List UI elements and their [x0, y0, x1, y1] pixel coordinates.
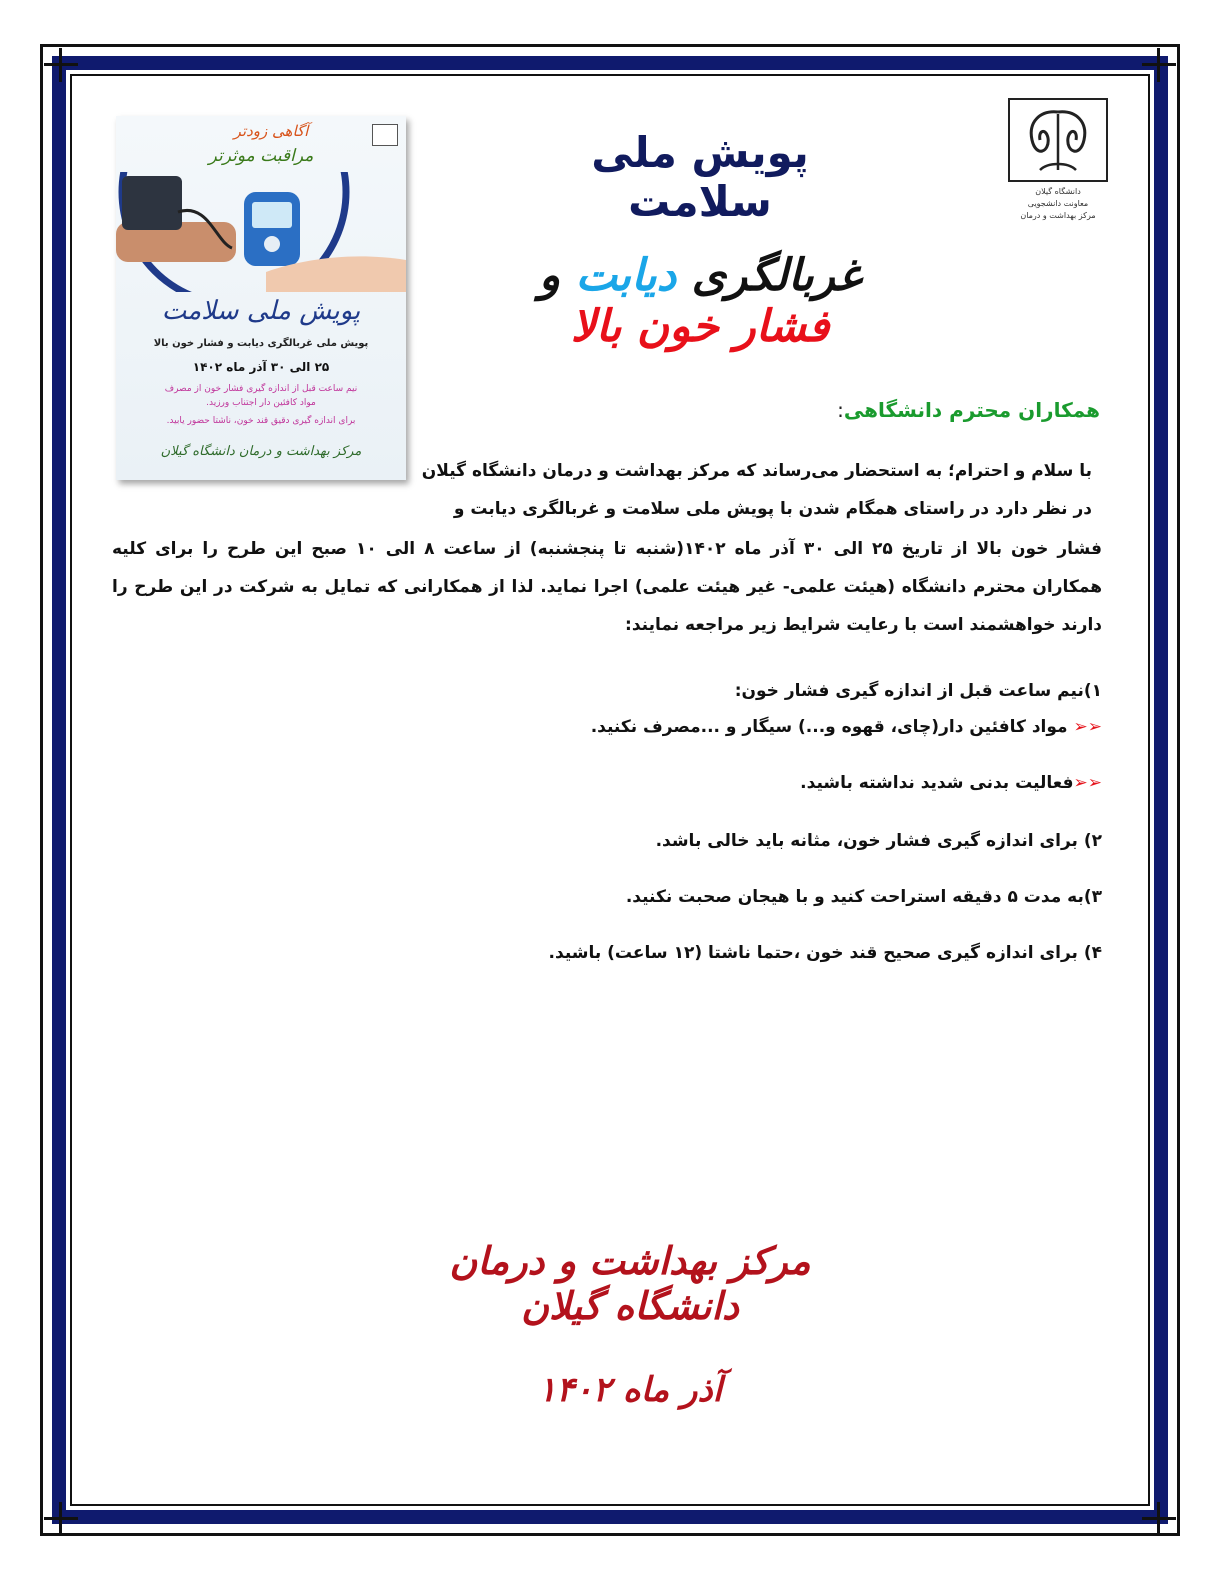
double-arrow-icon: ➢➢: [1073, 773, 1102, 793]
condition-4: ۴) برای اندازه گیری صحیح قند خون ،حتما ناشتا (۱۲ ساعت) باشید.: [548, 943, 1102, 963]
condition-1b-text: فعالیت بدنی شدید نداشته باشید.: [800, 773, 1074, 793]
poster-note-2: مواد کافئین دار اجتناب ورزید.: [206, 398, 316, 408]
intro-line-5: دارند خواهشمند است با رعایت شرایط زیر مراجعه نمایند:: [625, 615, 1102, 635]
subtitle-screening: غربالگری: [691, 250, 861, 301]
condition-2: ۲) برای اندازه گیری فشار خون، مثانه باید خالی باشد.: [655, 831, 1102, 851]
intro-line-4: همکاران محترم دانشگاه (هیئت علمی- غیر هیئت علمی) اجرا نماید. لذا از همکارانی که تمایل به شرکت در این طرح را: [112, 577, 1102, 597]
corner-ornament: [1142, 48, 1176, 82]
page-title: پویش ملی سلامت: [591, 128, 809, 226]
campaign-poster: [116, 116, 406, 480]
screening-subtitle: [500, 250, 900, 352]
poster-campaign-title: پویش ملی سلامت: [161, 296, 361, 326]
poster-note-3: برای اندازه گیری دقیق قند خون، ناشتا حضور یابید.: [166, 416, 356, 426]
poster-screening-line: پویش ملی غربالگری دیابت و فشار خون بالا: [153, 338, 369, 349]
condition-1a-text: مواد کافئین دار(چای، قهوه و...) سیگار و ...مصرف نکنید.: [590, 717, 1074, 737]
logo-emblem-icon: [1010, 100, 1106, 180]
poster-dates: ۲۵ الی ۳۰ آذر ماه ۱۴۰۲: [192, 360, 330, 374]
subtitle-and: و: [539, 250, 561, 301]
intro-line-3: فشار خون بالا از تاریخ ۲۵ الی ۳۰ آذر ماه ۱۴۰۲(شنبه تا پنجشنبه) از ساعت ۸ الی ۱۰ صبح این طرح را برای کلیه: [112, 539, 1102, 559]
subtitle-hypertension: فشار خون بالا: [570, 301, 830, 352]
condition-1a: [112, 712, 1102, 742]
logo-line-1: دانشگاه گیلان: [1035, 187, 1081, 196]
poster-top-line-2: مراقبت موثرتر: [208, 146, 314, 166]
condition-1b: [112, 768, 1102, 798]
corner-ornament: [1142, 1502, 1176, 1536]
logo-emblem: [1008, 98, 1108, 182]
signature: مرکز بهداشت و درمان دانشگاه گیلان: [449, 1238, 811, 1328]
double-arrow-icon: ➢➢: [1073, 717, 1102, 737]
corner-ornament: [44, 1502, 78, 1536]
corner-ornament: [44, 48, 78, 82]
poster-top-line-1: آگاهی زودتر: [233, 122, 309, 140]
university-logo: [1008, 98, 1108, 228]
poster-logo-icon: [372, 124, 398, 146]
intro-line-1: با سلام و احترام؛ به استحضار می‌رساند که مرکز بهداشت و درمان دانشگاه گیلان: [421, 461, 1092, 481]
logo-line-2: معاونت دانشجویی: [1027, 199, 1089, 208]
intro-line-2: در نظر دارد در راستای همگام شدن با پویش ملی سلامت و غربالگری دیابت و: [453, 499, 1092, 519]
blood-pressure-glucometer-illustration: [116, 172, 406, 292]
signature-date: آذر ماه ۱۴۰۲: [537, 1370, 723, 1410]
poster-footer: مرکز بهداشت و درمان دانشگاه گیلان: [160, 444, 362, 459]
poster-note-1: نیم ساعت قبل از اندازه گیری فشار خون از مصرف: [164, 384, 358, 394]
greeting-heading: [680, 398, 1100, 422]
logo-line-3: مرکز بهداشت و درمان: [1020, 211, 1096, 220]
condition-3: ۳)به مدت ۵ دقیقه استراحت کنید و با هیجان صحبت نکنید.: [625, 887, 1102, 907]
greeting-heading-text: همکاران محترم دانشگاهی: [843, 398, 1100, 422]
greeting-heading-colon: :: [837, 398, 844, 422]
subtitle-diabetes: دیابت: [575, 250, 677, 301]
condition-1-title: ۱)نیم ساعت قبل از اندازه گیری فشار خون:: [734, 681, 1102, 701]
